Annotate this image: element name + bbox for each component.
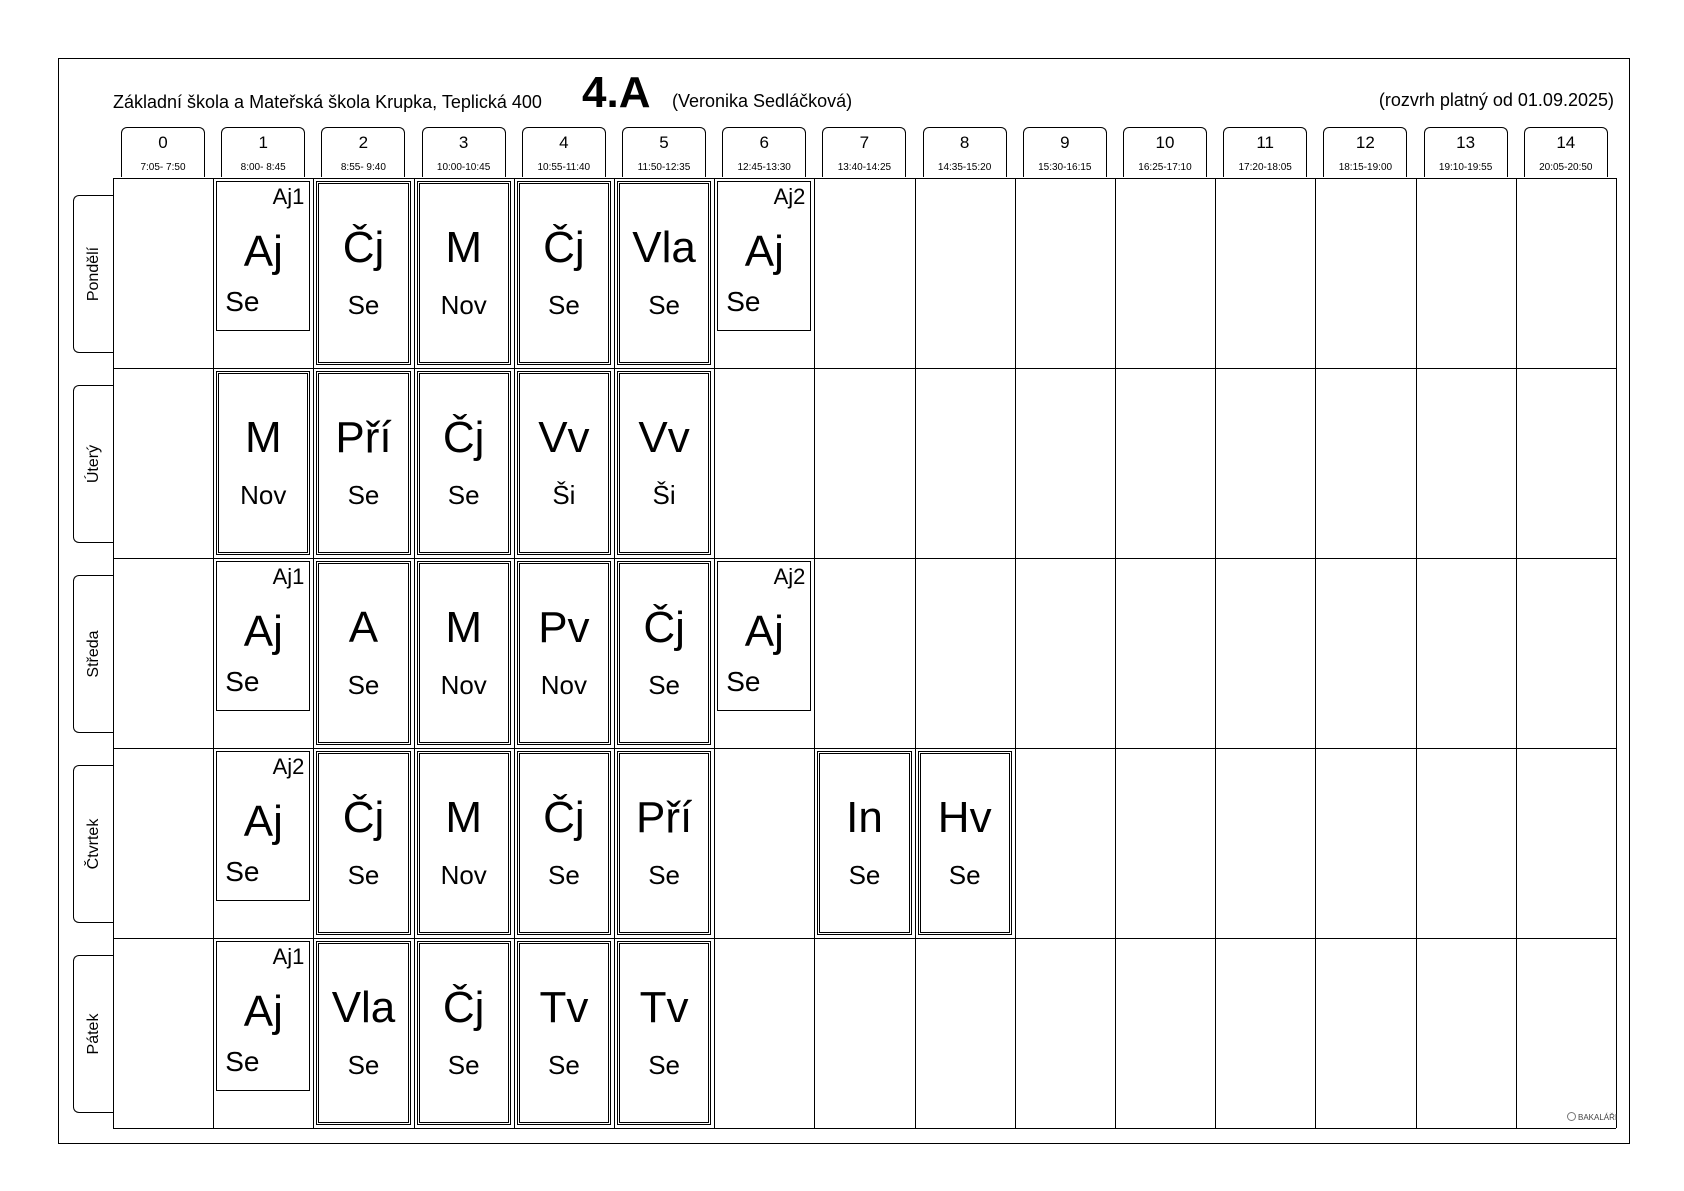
period-time: 18:15-19:00	[1338, 162, 1393, 173]
lesson-teacher: Se	[726, 666, 761, 697]
period-tab-13	[1424, 127, 1508, 177]
period-tab-7	[822, 127, 906, 177]
period-time: 12:45-13:30	[737, 162, 791, 173]
lesson-cell[interactable]	[417, 941, 511, 1125]
grid-column-line	[514, 178, 515, 1128]
lesson-subject: Aj	[744, 227, 784, 276]
period-time: 11:50-12:35	[637, 162, 691, 173]
grid-column-line	[1015, 178, 1016, 1128]
lesson-subject: M	[445, 223, 483, 272]
lesson-teacher: Se	[447, 1050, 480, 1080]
period-time: 15:30-16:15	[1038, 162, 1092, 173]
day-tab-4	[73, 955, 113, 1113]
grid-column-line	[113, 178, 114, 1128]
lesson-group: Aj1	[272, 184, 305, 209]
lesson-teacher: Se	[648, 290, 680, 320]
day-tab-3	[73, 765, 113, 923]
period-time: 14:35-15:20	[937, 162, 992, 173]
lesson-teacher: Se	[225, 286, 260, 317]
period-tab-2	[321, 127, 405, 177]
lesson-subject: Čj	[643, 603, 685, 652]
timetable-grid	[113, 178, 1616, 1128]
lesson-teacher: Se	[347, 290, 380, 320]
lesson-subject: Čj	[442, 983, 485, 1032]
lesson-subject: In	[846, 793, 883, 842]
period-time: 16:25-17:10	[1138, 162, 1192, 173]
period-tab-4	[522, 127, 606, 177]
lesson-cell[interactable]	[517, 941, 611, 1125]
lesson-cell[interactable]	[617, 561, 711, 745]
grid-column-line	[714, 178, 715, 1128]
lesson-cell[interactable]	[717, 181, 811, 331]
day-tab-1	[73, 385, 113, 543]
lesson-cell[interactable]	[517, 371, 611, 555]
lesson-subject: Pří	[635, 793, 693, 842]
period-tab-10	[1123, 127, 1207, 177]
lesson-teacher: Se	[848, 860, 881, 890]
lesson-subject: Vv	[538, 413, 590, 462]
lesson-cell[interactable]	[918, 751, 1012, 935]
grid-row-line	[113, 558, 1616, 559]
lesson-cell[interactable]	[417, 181, 511, 365]
day-name: Pátek	[84, 1013, 102, 1055]
validity-date: (rozvrh platný od 01.09.2025)	[1378, 90, 1614, 110]
period-number: 5	[659, 133, 669, 152]
lesson-teacher: Se	[648, 860, 680, 890]
grid-row-line	[113, 368, 1616, 369]
lesson-cell[interactable]	[216, 181, 310, 331]
period-time: 8:55- 9:40	[340, 162, 386, 173]
lesson-subject: M	[244, 413, 282, 462]
period-time: 13:40-14:25	[837, 162, 892, 173]
grid-column-line	[614, 178, 615, 1128]
lesson-teacher: Nov	[440, 860, 487, 890]
lesson-teacher: Nov	[440, 670, 487, 700]
lesson-teacher: Se	[948, 860, 981, 890]
day-name: Pondělí	[84, 246, 102, 302]
period-number: 8	[959, 133, 970, 152]
lesson-cell[interactable]	[517, 561, 611, 745]
period-time: 19:10-19:55	[1438, 162, 1493, 173]
lesson-subject: Čj	[342, 223, 385, 272]
lesson-teacher: Se	[347, 670, 380, 700]
period-tab-14	[1524, 127, 1608, 177]
day-name: Čtvrtek	[84, 818, 102, 870]
class-name: 4.A	[582, 68, 651, 117]
period-tab-5	[622, 127, 706, 177]
lesson-teacher: Se	[547, 860, 580, 890]
lesson-subject: Čj	[442, 413, 485, 462]
lesson-cell[interactable]	[216, 751, 310, 901]
lesson-cell[interactable]	[316, 941, 410, 1125]
period-number: 9	[1060, 133, 1070, 152]
day-tab-2	[73, 575, 113, 733]
lesson-teacher: Nov	[540, 670, 588, 700]
period-tab-12	[1323, 127, 1407, 177]
lesson-subject: Pří	[335, 413, 392, 462]
lesson-group: Aj1	[272, 944, 305, 969]
lesson-cell[interactable]	[216, 561, 310, 711]
grid-column-line	[1516, 178, 1517, 1128]
lesson-teacher: Se	[648, 670, 680, 700]
lesson-cell[interactable]	[517, 751, 611, 935]
lesson-teacher: Se	[547, 1050, 580, 1080]
bakalari-logo	[1567, 1112, 1617, 1122]
lesson-group: Aj2	[773, 184, 806, 209]
lesson-teacher: Se	[347, 1050, 380, 1080]
grid-row-line	[113, 938, 1616, 939]
period-number: 0	[158, 133, 168, 152]
period-time: 17:20-18:05	[1238, 162, 1292, 173]
lesson-subject: Vla	[331, 983, 396, 1032]
period-number: 13	[1456, 133, 1476, 152]
period-tab-6	[722, 127, 806, 177]
lesson-teacher: Se	[447, 480, 480, 510]
day-name: Středa	[84, 630, 102, 678]
grid-column-line	[814, 178, 815, 1128]
lesson-group: Aj2	[272, 754, 305, 779]
lesson-teacher: Se	[648, 1050, 680, 1080]
lesson-cell[interactable]	[316, 181, 410, 365]
lesson-cell[interactable]	[817, 751, 911, 935]
lesson-group: Aj2	[773, 564, 806, 589]
lesson-group: Aj1	[272, 564, 305, 589]
bakalari-logo-icon	[1567, 1112, 1576, 1121]
lesson-cell[interactable]	[717, 561, 811, 711]
period-tab-8	[923, 127, 1007, 177]
period-time: 7:05- 7:50	[140, 162, 186, 173]
lesson-teacher: Nov	[240, 480, 287, 510]
lesson-teacher: Se	[347, 860, 380, 890]
period-time: 10:55-11:40	[537, 162, 591, 173]
class-teacher: (Veronika Sedláčková)	[672, 91, 853, 111]
lesson-cell[interactable]	[617, 941, 711, 1125]
lesson-teacher: Se	[726, 286, 761, 317]
period-time: 20:05-20:50	[1539, 162, 1593, 173]
period-tab-1	[221, 127, 305, 177]
school-name: Základní škola a Mateřská škola Krupka, Teplická 400	[113, 92, 542, 112]
period-tab-3	[422, 127, 506, 177]
grid-column-line	[1215, 178, 1216, 1128]
period-time: 8:00- 8:45	[240, 162, 286, 173]
period-number: 14	[1556, 133, 1576, 152]
grid-row-line	[113, 178, 1616, 179]
period-number: 7	[859, 133, 870, 152]
lesson-subject: Tv	[639, 983, 689, 1032]
lesson-teacher: Se	[225, 856, 260, 887]
period-time: 10:00-10:45	[436, 162, 491, 173]
period-tab-11	[1223, 127, 1307, 177]
period-tab-0	[121, 127, 205, 177]
lesson-subject: Hv	[937, 793, 992, 842]
lesson-teacher: Se	[347, 480, 380, 510]
lesson-teacher: Se	[547, 290, 580, 320]
lesson-teacher: Ši	[652, 480, 676, 510]
period-number: 10	[1155, 133, 1175, 152]
lesson-cell[interactable]	[617, 751, 711, 935]
lesson-cell[interactable]	[316, 371, 410, 555]
period-number: 11	[1256, 133, 1275, 152]
lesson-subject: Čj	[543, 793, 585, 842]
lesson-teacher: Se	[225, 1046, 260, 1077]
period-number: 2	[358, 133, 369, 152]
lesson-subject: Aj	[744, 607, 784, 656]
lesson-subject: Čj	[342, 793, 385, 842]
lesson-subject: Aj	[243, 227, 283, 276]
lesson-subject: Aj	[243, 987, 283, 1036]
lesson-cell[interactable]	[417, 561, 511, 745]
period-number: 12	[1355, 133, 1375, 152]
grid-column-line	[1315, 178, 1316, 1128]
grid-column-line	[1416, 178, 1417, 1128]
period-number: 6	[759, 133, 769, 152]
period-number: 4	[559, 133, 569, 152]
lesson-cell[interactable]	[617, 371, 711, 555]
day-name: Úterý	[84, 444, 102, 484]
grid-column-line	[213, 178, 214, 1128]
lesson-teacher: Se	[225, 666, 260, 697]
period-tab-9	[1023, 127, 1107, 177]
grid-column-line	[1115, 178, 1116, 1128]
lesson-subject: Tv	[539, 983, 589, 1032]
lesson-cell[interactable]	[216, 371, 310, 555]
lesson-subject: Vla	[632, 223, 696, 272]
grid-row-line	[113, 748, 1616, 749]
lesson-teacher: Nov	[440, 290, 487, 320]
lesson-teacher: Ši	[552, 480, 576, 510]
lesson-cell[interactable]	[517, 181, 611, 365]
lesson-subject: Aj	[243, 797, 283, 846]
grid-column-line	[915, 178, 916, 1128]
lesson-cell[interactable]	[316, 751, 410, 935]
day-tab-0	[73, 195, 113, 353]
lesson-subject: M	[445, 603, 483, 652]
grid-column-line	[313, 178, 314, 1128]
period-number: 1	[258, 133, 268, 152]
lesson-subject: Čj	[543, 223, 585, 272]
bakalari-logo-text: BAKALÁŘI	[1578, 1113, 1618, 1122]
period-number: 3	[458, 133, 469, 152]
grid-column-line	[414, 178, 415, 1128]
lesson-cell[interactable]	[216, 941, 310, 1091]
lesson-cell[interactable]	[617, 181, 711, 365]
lesson-subject: Vv	[638, 413, 690, 462]
lesson-subject: M	[445, 793, 483, 842]
lesson-cell[interactable]	[316, 561, 410, 745]
lesson-subject: Pv	[538, 603, 590, 652]
lesson-cell[interactable]	[417, 371, 511, 555]
lesson-cell[interactable]	[417, 751, 511, 935]
grid-column-line	[1616, 178, 1617, 1128]
lesson-subject: A	[348, 603, 379, 652]
lesson-subject: Aj	[243, 607, 283, 656]
grid-row-line	[113, 1128, 1616, 1129]
